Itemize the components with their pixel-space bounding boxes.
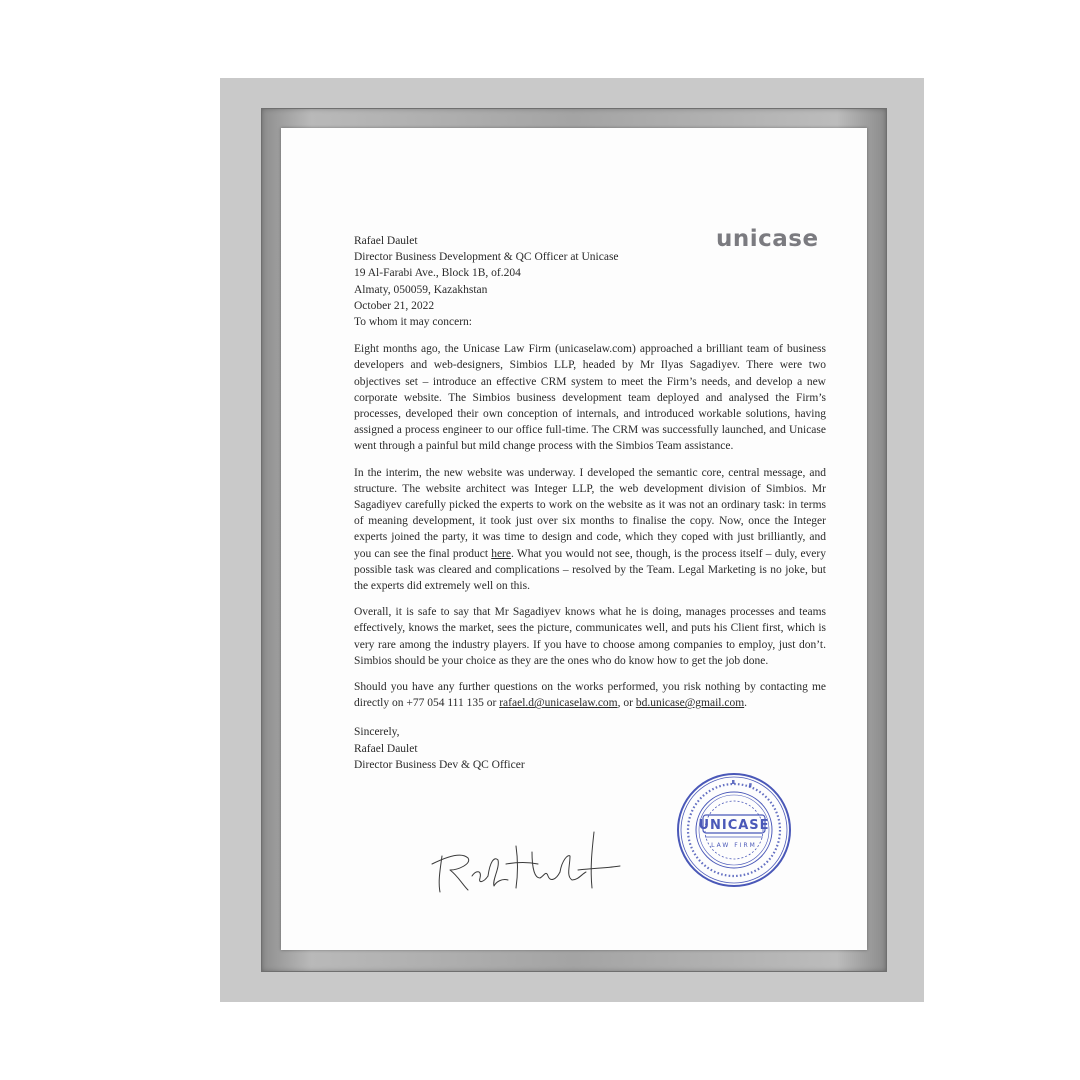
- company-seal-stamp: [675, 771, 793, 889]
- letter-date: October 21, 2022: [354, 299, 435, 312]
- paragraph-2-text-end: . What you would not see, though, is the process itself – duly, every possible task was cleared and complications – resolved by the Team. Legal Marketing is no joke, but the experts did extremely well on this.: [354, 547, 826, 593]
- paragraph-4-separator: , or: [617, 697, 636, 710]
- salutation: To whom it may concern:: [354, 316, 472, 329]
- sender-title: Director Business Development & QC Officer at Unicase: [354, 251, 619, 264]
- letter-content: [354, 233, 826, 773]
- unicase-logo: unicase: [716, 226, 819, 252]
- paragraph-2: [354, 465, 826, 595]
- handwritten-signature: [428, 826, 624, 896]
- paragraph-4-end: .: [744, 697, 748, 710]
- email-link-secondary[interactable]: bd.unicase@gmail.com: [635, 697, 745, 710]
- sender-address-1: 19 Al-Farabi Ave., Block 1B, of.204: [354, 267, 521, 280]
- email-link-primary[interactable]: rafael.d@unicaselaw.com: [499, 697, 618, 710]
- closing-name: Rafael Daulet: [354, 742, 418, 755]
- paragraph-4: [354, 679, 826, 711]
- paragraph-2-text: In the interim, the new website was underway. I developed the semantic core, central message, and structure. The website architect was Integer LLP, the web development division of Simbios. Mr Sagadiyev carefully picked the experts to work on the website as it was not an ordinary task: in terms of meaning development, it took just over six months to finalise the copy. Now, once the Integer experts joined the party, it was time to design and code, which they coped with just brilliantly, and you can see the final product: [354, 466, 826, 560]
- website-link[interactable]: here: [491, 547, 511, 560]
- closing-title: Director Business Dev & QC Officer: [354, 758, 525, 771]
- paragraph-4-text: Should you have any further questions on the works performed, you risk nothing by contacting me directly on +77 054 111 135 or: [354, 681, 826, 710]
- paragraph-3: Overall, it is safe to say that Mr Sagadiyev knows what he is doing, manages processes and teams effectively, knows the market, sees the picture, communicates well, and puts his Client first, which is very rare among the industry players. If you have to choose among companies to employ, just don’t. Simbios should be your choice as they are the ones who do know how to get the job done.: [354, 606, 826, 667]
- sender-address-2: Almaty, 050059, Kazakhstan: [354, 283, 488, 296]
- paragraph-1: Eight months ago, the Unicase Law Firm (unicaselaw.com) approached a brilliant team of business developers and web-designers, Simbios LLP, headed by Mr Ilyas Sagadiyev. There were two objectives set – introduce an effective CRM system to meet the Firm’s needs, and develop a new corporate website. The Simbios business development team deployed and analysed the Firm’s processes, developed their own conception of internals, and introduced workable solutions, having assigned a process engineer to our office full-time. The CRM was successfully launched, and Unicase went through a painful but mild change process with the Simbios Team assistance.: [354, 343, 826, 453]
- sender-name: Rafael Daulet: [354, 235, 418, 247]
- closing-sincerely: Sincerely,: [354, 726, 400, 739]
- stamp-sub-text: LAW FIRM: [711, 842, 757, 849]
- stamp-center-text: UNICASE: [698, 818, 770, 833]
